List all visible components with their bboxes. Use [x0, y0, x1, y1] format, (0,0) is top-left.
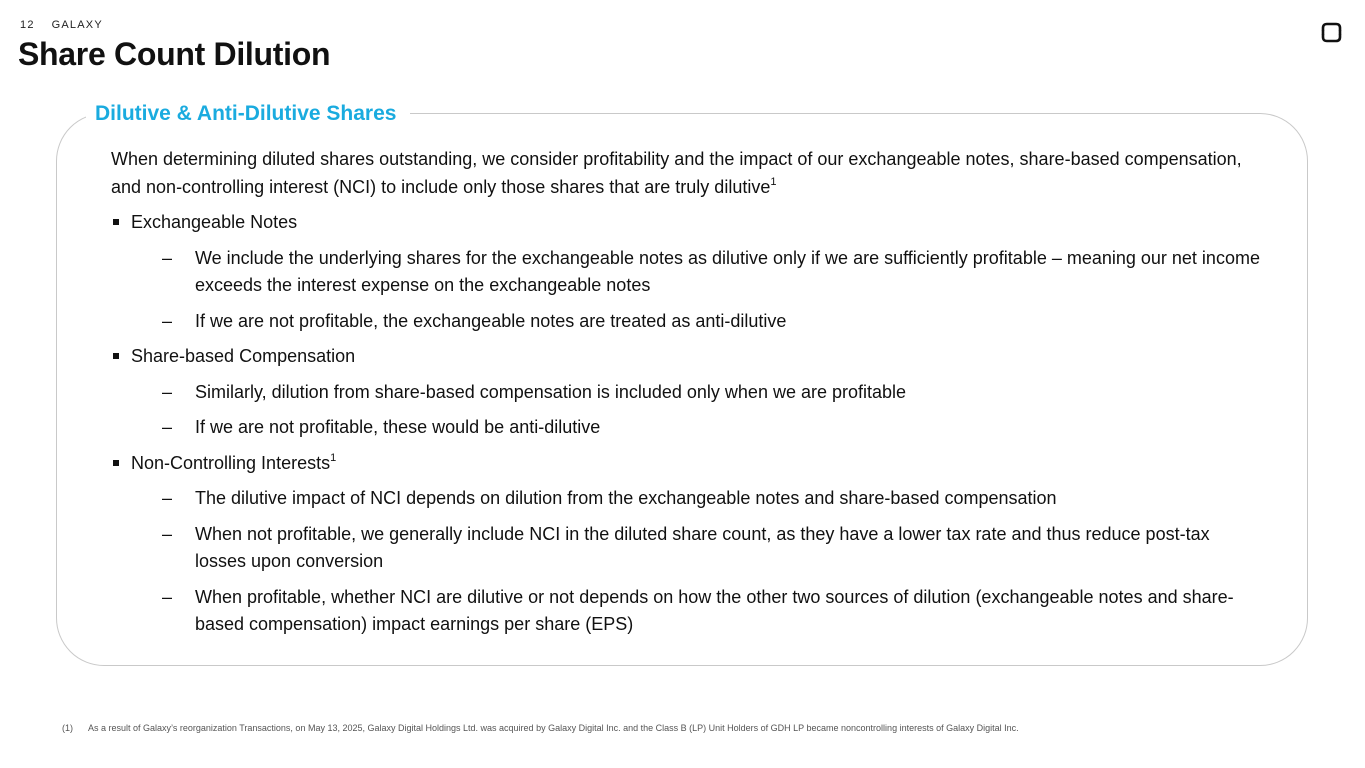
square-bullet-icon [113, 353, 119, 359]
sub-item-text: The dilutive impact of NCI depends on dilution from the exchangeable notes and share-based compensation [195, 488, 1057, 508]
sub-item [131, 485, 1261, 513]
sub-item [131, 379, 1261, 407]
page-title: Share Count Dilution [18, 36, 331, 72]
intro-text: When determining diluted shares outstanding, we consider profitability and the impact of our exchangeable notes, share-based compensation, and non-controlling interest (NCI) to include only those shares that are truly dilutive [111, 149, 1242, 197]
brand-name: GALAXY [51, 19, 103, 31]
bullet-label: Non-Controlling Interests [131, 452, 331, 473]
bullet-label: Exchangeable Notes [131, 212, 298, 232]
sub-item [131, 245, 1261, 300]
bullet-list [111, 209, 1261, 639]
sub-item-text: Similarly, dilution from share-based compensation is included only when we are profitable [195, 381, 907, 402]
footnote-ref: 1 [330, 451, 337, 464]
galaxy-logo-icon [1321, 22, 1342, 43]
square-bullet-icon [113, 460, 119, 466]
dash-bullet-icon: – [162, 488, 173, 508]
sub-item-text: If we are not profitable, the exchangeable notes are treated as anti-dilutive [195, 310, 787, 331]
square-bullet-icon [113, 219, 119, 225]
sub-item [131, 308, 1261, 336]
dash-bullet-icon: – [162, 247, 173, 268]
sub-list [131, 379, 1261, 442]
bullet-label: Share-based Compensation [131, 346, 356, 366]
dash-bullet-icon: – [162, 417, 173, 437]
panel-title: Dilutive & Anti-Dilutive Shares [86, 101, 410, 127]
sub-item-text: If we are not profitable, these would be anti-dilutive [195, 417, 601, 437]
bullet-item [111, 450, 1261, 639]
footnote [62, 723, 1019, 733]
bullet-item [111, 343, 1261, 442]
dash-bullet-icon: – [162, 310, 173, 331]
footnote-marker: (1) [62, 723, 73, 733]
sub-list [131, 485, 1261, 639]
sub-item [131, 584, 1261, 639]
footnote-ref: 1 [770, 175, 777, 188]
bullet-item [111, 209, 1261, 335]
intro-paragraph [111, 146, 1261, 201]
sub-item-text: When not profitable, we generally include NCI in the diluted share count, as they have a lower tax rate and thus reduce post-tax losses upon conversion [195, 523, 1210, 571]
panel-content [111, 146, 1261, 647]
dash-bullet-icon: – [162, 381, 173, 402]
page-number: 12 [20, 19, 35, 31]
sub-item-text: When profitable, whether NCI are dilutive or not depends on how the other two sources of dilution (exchangeable notes and share-based compensation) impact earnings per share (EPS) [195, 586, 1234, 634]
dash-bullet-icon: – [162, 523, 173, 544]
sub-item [131, 414, 1261, 442]
sub-item [131, 521, 1261, 576]
sub-list [131, 245, 1261, 336]
sub-item-text: We include the underlying shares for the exchangeable notes as dilutive only if we are sufficiently profitable – meaning our net income exceeds the interest expense on the exchangeable notes [195, 247, 1260, 295]
footnote-text: As a result of Galaxy’s reorganization Transactions, on May 13, 2025, Galaxy Digital Holdings Ltd. was acquired by Galaxy Digital Inc. and the Class B (LP) Unit Holders of GDH LP became noncontrolling interests of Galaxy Digital Inc. [88, 723, 1019, 733]
dash-bullet-icon: – [162, 586, 173, 607]
page-header-bar [20, 19, 103, 31]
